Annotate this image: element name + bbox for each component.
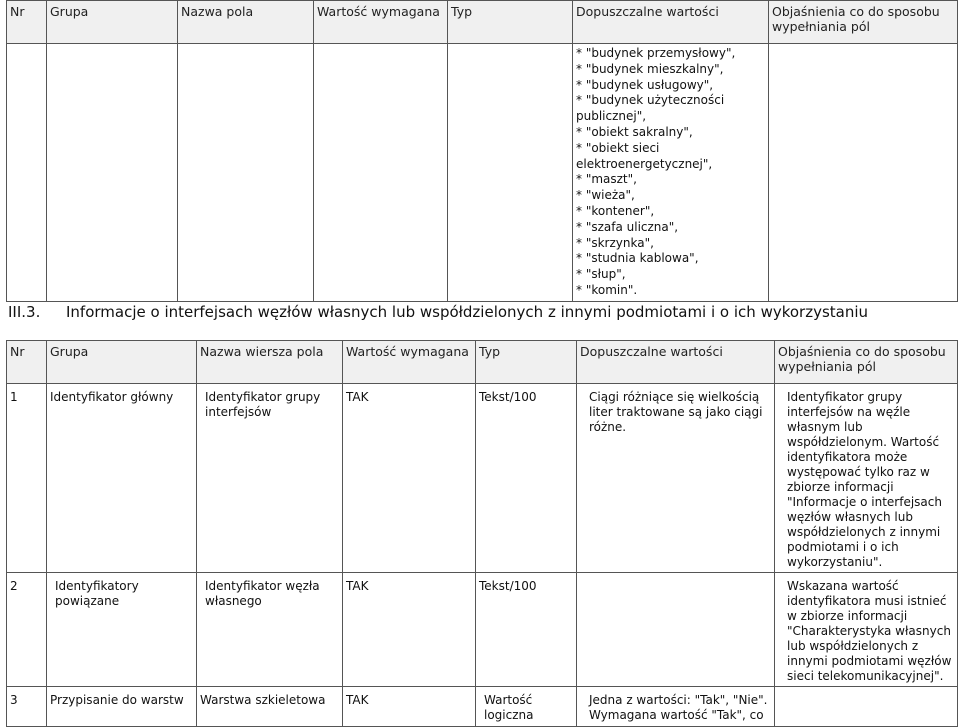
header-wartosc-wymagana: Wartość wymagana	[314, 1, 448, 44]
cell-nazwa: Identyfikator grupy interfejsów	[197, 384, 343, 573]
cell-objasnienia	[775, 687, 958, 727]
cell-objasnienia	[769, 44, 958, 302]
allowed-value: * "budynek użyteczności	[576, 93, 725, 108]
header-nr: Nr	[7, 341, 47, 384]
header-grupa: Grupa	[47, 1, 178, 44]
cell-grupa	[47, 44, 178, 302]
cell-typ	[448, 44, 573, 302]
cell-objasnienia: Wskazana wartość identyfikatora musi istnieć w zbiorze informacji "Charakterystyka własnych lub współdzielonych z innymi podmiotami węzłów sieci telekomunikacyjnej".	[775, 573, 958, 687]
section-number: III.3.	[8, 303, 41, 321]
allowed-value: * "szafa uliczna",	[576, 219, 679, 234]
cell-wymagana: TAK	[343, 573, 476, 687]
cell-nr	[7, 44, 47, 302]
cell-typ: Tekst/100	[476, 573, 577, 687]
interfaces-table	[6, 340, 958, 727]
allowed-value: * "budynek usługowy",	[576, 77, 714, 92]
cell-typ: Wartość logiczna	[476, 687, 577, 727]
cell-wymagana: TAK	[343, 687, 476, 727]
table-header-row	[7, 341, 958, 384]
cell-nr: 3	[7, 687, 47, 727]
allowed-value: * "budynek mieszkalny",	[576, 61, 724, 76]
cell-grupa: Identyfikatory powiązane	[47, 573, 197, 687]
table-row	[7, 687, 958, 727]
cell-nazwa: Warstwa szkieletowa	[197, 687, 343, 727]
header-grupa: Grupa	[47, 341, 197, 384]
header-objasnienia: Objaśnienia co do sposobu wypełniania pól	[769, 1, 958, 44]
cell-nr: 2	[7, 573, 47, 687]
cell-wymagana: TAK	[343, 384, 476, 573]
allowed-value: * "słup",	[576, 267, 626, 282]
header-nazwa-pola: Nazwa pola	[178, 1, 314, 44]
header-typ: Typ	[448, 1, 573, 44]
header-nazwa-wiersza: Nazwa wiersza pola	[197, 341, 343, 384]
cell-nazwa	[178, 44, 314, 302]
header-wartosc-wymagana: Wartość wymagana	[343, 341, 476, 384]
allowed-value: * "budynek przemysłowy",	[576, 46, 736, 60]
cell-nr: 1	[7, 384, 47, 573]
table-header-row	[7, 1, 958, 44]
allowed-value: * "obiekt sakralny",	[576, 124, 693, 139]
allowed-value: * "wieża",	[576, 188, 635, 203]
cell-nazwa: Identyfikator węzła własnego	[197, 573, 343, 687]
allowed-value: * "komin".	[576, 282, 638, 297]
cell-dopuszczalne: Jedna z wartości: "Tak", "Nie". Wymagana wartość "Tak", co	[577, 687, 775, 727]
allowed-value: * "kontener",	[576, 203, 655, 218]
allowed-value: * "skrzynka",	[576, 235, 654, 250]
cell-wymagana	[314, 44, 448, 302]
allowed-value: elektroenergetycznej",	[576, 156, 713, 171]
allowed-value: publicznej",	[576, 109, 647, 124]
cell-objasnienia: Identyfikator grupy interfejsów na węźle własnym lub współdzielonym. Wartość identyfikatora może występować tylko raz w zbiorze informacji "Informacje o interfejsach węzłów własnych lub współdzielonych z innymi podmiotami i o ich wykorzystaniu".	[775, 384, 958, 573]
cell-grupa: Przypisanie do warstw	[47, 687, 197, 727]
table-row	[7, 573, 958, 687]
table-row	[7, 44, 958, 302]
cell-dopuszczalne: Ciągi różniące się wielkością liter traktowane są jako ciągi różne.	[577, 384, 775, 573]
header-objasnienia: Objaśnienia co do sposobu wypełniania pól	[775, 341, 958, 384]
allowed-value: * "studnia kablowa",	[576, 251, 699, 266]
header-nr: Nr	[7, 1, 47, 44]
header-dopuszczalne: Dopuszczalne wartości	[573, 1, 769, 44]
header-dopuszczalne: Dopuszczalne wartości	[577, 341, 775, 384]
cell-allowed-values	[573, 44, 769, 302]
section-heading	[8, 302, 953, 322]
cell-grupa: Identyfikator główny	[47, 384, 197, 573]
continuation-table	[6, 0, 958, 302]
header-typ: Typ	[476, 341, 577, 384]
allowed-value: * "obiekt sieci	[576, 140, 660, 155]
cell-dopuszczalne	[577, 573, 775, 687]
table-row	[7, 384, 958, 573]
allowed-value: * "maszt",	[576, 172, 637, 187]
cell-typ: Tekst/100	[476, 384, 577, 573]
section-title: Informacje o interfejsach węzłów własnych lub współdzielonych z innymi podmiotami i o ich wykorzystaniu	[66, 303, 869, 321]
